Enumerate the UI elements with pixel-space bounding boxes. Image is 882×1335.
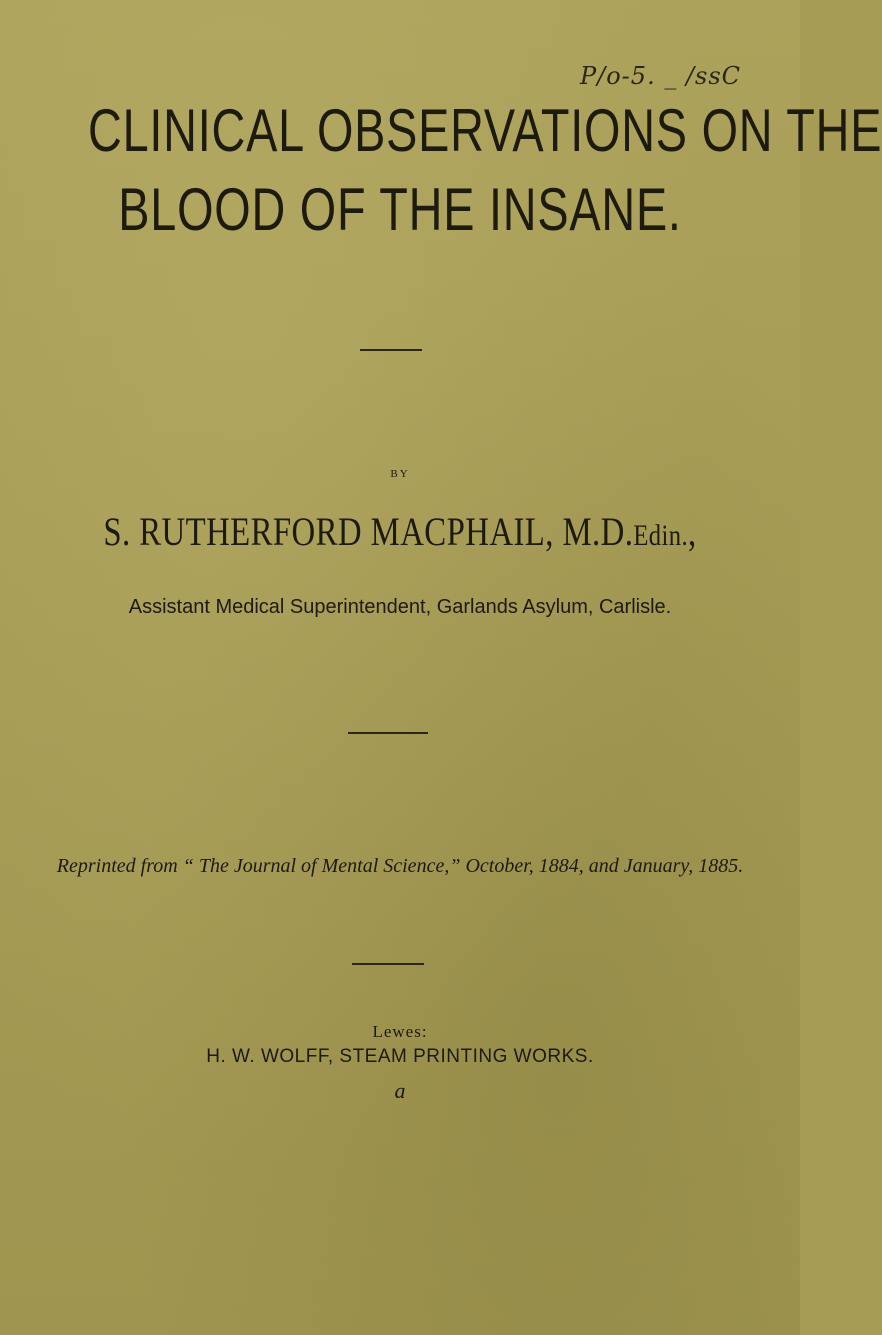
by-label: BY [390, 468, 410, 480]
divider-rule-3 [352, 963, 424, 965]
author-affiliation: Assistant Medical Superintendent, Garlands Asylum, Carlisle. [128, 596, 672, 618]
handwritten-shelfmark: P/o-5. _ /ssC [580, 62, 742, 90]
imprint-printer: H. W. WOLFF, STEAM PRINTING WORKS. [206, 1046, 594, 1067]
author-trailing-comma: , [688, 509, 697, 554]
imprint-mark: a [394, 1078, 406, 1103]
author-name: S. RUTHERFORD MACPHAIL, M.D. [103, 509, 634, 554]
author-line [72, 508, 728, 555]
imprint-place: Lewes: [372, 1022, 428, 1041]
title-line-1: CLINICAL OBSERVATIONS ON THE [88, 97, 882, 164]
divider-rule-2 [348, 732, 428, 734]
divider-rule-1 [360, 349, 422, 351]
title-line-2: BLOOD OF THE INSANE. [118, 176, 682, 243]
author-degree: Edin. [633, 519, 689, 552]
reprint-note: Reprinted from “ The Journal of Mental Science,” October, 1884, and January, 1885. [56, 855, 744, 877]
